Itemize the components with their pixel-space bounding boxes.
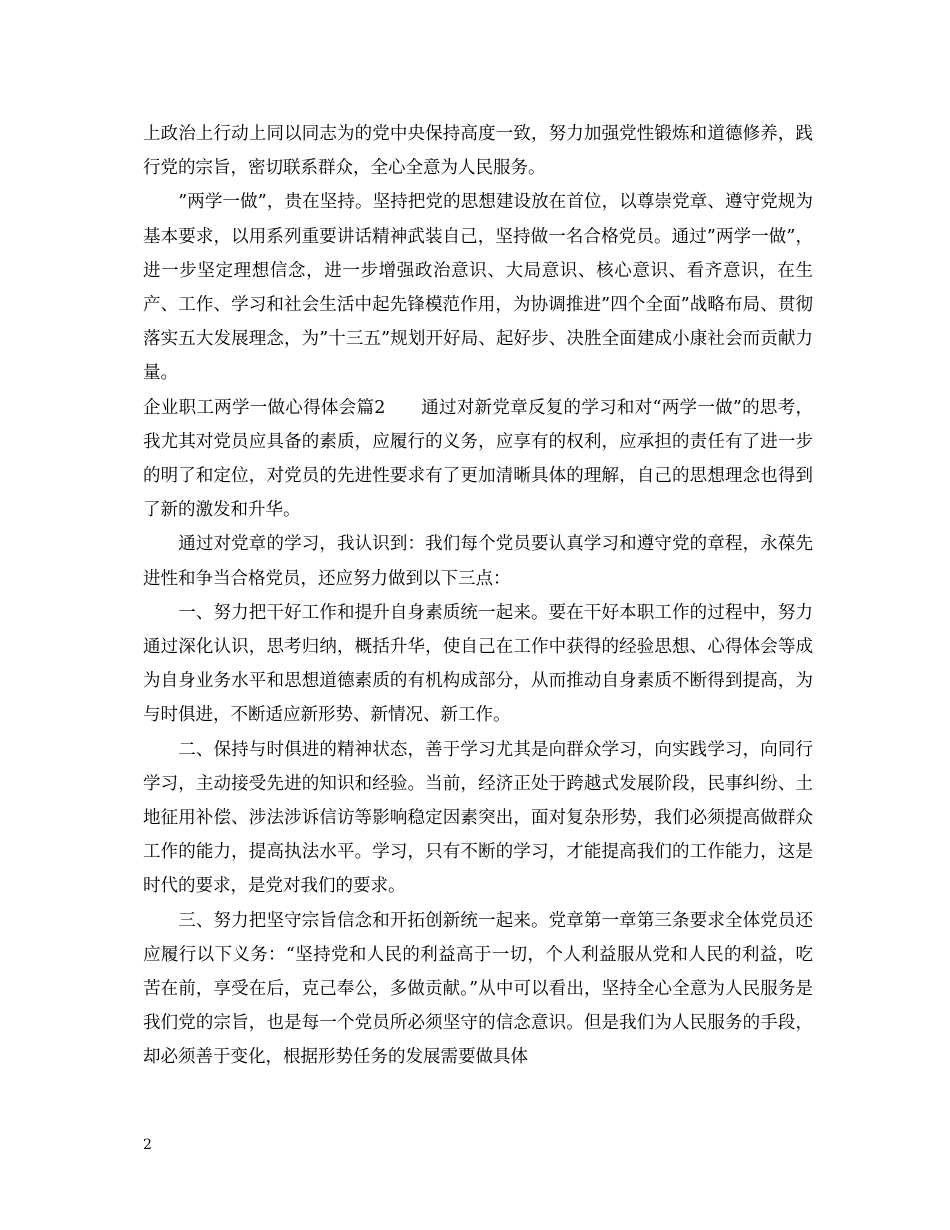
paragraph-2: ”两学一做”，贵在坚持。坚持把党的思想建设放在首位，以尊崇党章、遵守党规为基本要求，以用系列重要讲话精神武装自己，坚持做一名合格党员。通过”两学一做”，进一步坚定理想信念，进一步增强政治意识、大局意识、核心意识、看齐意识，在生产、工作、学习和社会生活中起先锋模范作用，为协调推进”四个全面”战略布局、贯彻落实五大发展理念，为”十三五”规划开好局、起好步、决胜全面建成小康社会而贡献力量。 (143, 192, 813, 384)
page-number: 2 (143, 1137, 152, 1153)
paragraph-3: 企业职工两学一做心得体会篇2 通过对新党章反复的学习和对“两学一做”的思考，我尤其对党员应具备的素质，应履行的义务，应享有的权利，应承担的责任有了进一步的明了和定位，对党员的先进性要求有了更加清晰具体的理解，自己的思想理念也得到了新的激发和升华。 (143, 397, 813, 521)
paragraph-4: 通过对党章的学习，我认识到：我们每个党员要认真学习和遵守党的章程，永葆先进性和争当合格党员，还应努力做到以下三点： (143, 534, 813, 589)
paragraph-5: 一、努力把干好工作和提升自身素质统一起来。要在干好本职工作的过程中，努力通过深化认识，思考归纳，概括升华，使自己在工作中获得的经验思想、心得体会等成为自身业务水平和思想道德素质的有机构成部分，从而推动自身素质不断得到提高，为与时俱进，不断适应新形势、新情况、新工作。 (143, 602, 813, 726)
paragraph-7: 三、努力把坚守宗旨信念和开拓创新统一起来。党章第一章第三条要求全体党员还应履行以下义务：“坚持党和人民的利益高于一切，个人利益服从党和人民的利益，吃苦在前，享受在后，克己奉公，多做贡献。”从中可以看出，坚持全心全意为人民服务是我们党的宗旨，也是每一个党员所必须坚守的信念意识。但是我们为人民服务的手段，却必须善于变化，根据形势任务的发展需要做具体 (143, 910, 813, 1068)
paragraph-6: 二、保持与时俱进的精神状态，善于学习尤其是向群众学习，向实践学习，向同行学习，主动接受先进的知识和经验。当前，经济正处于跨越式发展阶段，民事纠纷、土地征用补偿、涉法涉诉信访等影响稳定因素突出，面对复杂形势，我们必须提高做群众工作的能力，提高执法水平。学习，只有不断的学习，才能提高我们的工作能力，这是时代的要求，是党对我们的要求。 (143, 739, 813, 897)
paragraph-1: 上政治上行动上同以同志为的党中央保持高度一致，努力加强党性锻炼和道德修养，践行党的宗旨，密切联系群众，全心全意为人民服务。 (143, 124, 813, 179)
document-body (143, 117, 813, 1075)
